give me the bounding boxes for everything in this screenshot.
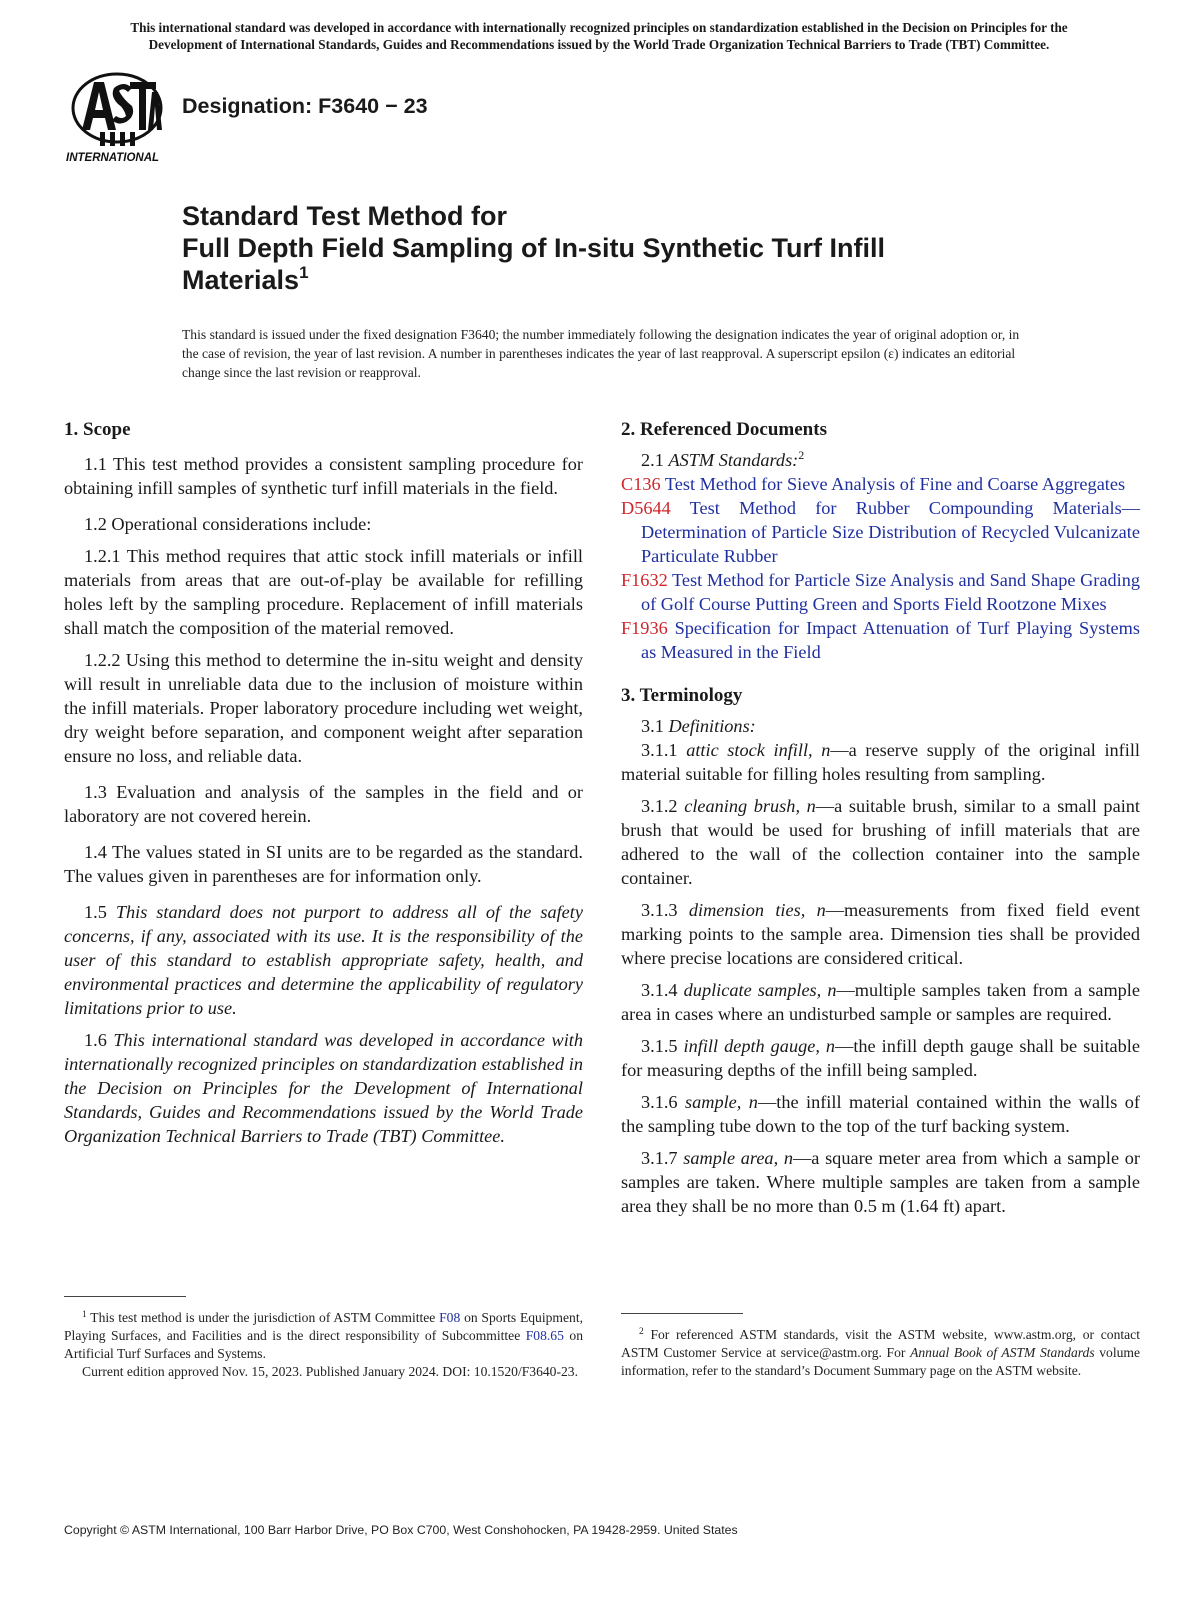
scope-1-2: 1.2 Operational considerations include:: [84, 514, 372, 534]
astm-logo: [64, 70, 170, 166]
title-line1: Standard Test Method for: [182, 201, 508, 231]
scope-1-5: [64, 900, 583, 1020]
footnote-1: $^1$ This test method is under the jurisdiction of ASTM Committee F08 on Sports Equipment, Playing Surfaces, and Facilities and is the direct responsibility of Subcommittee F08.65 on Artificial Turf Surfaces and Systems. Current edition approved Nov. 15, 2023. Published January 2024. DOI: 10.1520/F3640-23.: [64, 1296, 583, 1381]
definition: 3.1.4 duplicate samples, n—multiple samples taken from a sample area in cases where an undisturbed sample or samples are required.: [621, 980, 1140, 1024]
scope-1-1: 1.1 This test method provides a consistent sampling procedure for obtaining infill samples of synthetic turf infill materials in the field.: [64, 454, 583, 498]
ref-item[interactable]: F1632 Test Method for Particle Size Analysis and Sand Shape Grading of Golf Course Putting Green and Sports Field Rootzone Mixes: [621, 570, 1140, 614]
scope-1-2-1: 1.2.1 This method requires that attic stock infill materials or infill materials from areas that are out-of-play be available for refilling holes left by the sampling procedure. Replacement of infill materials shall match the composition of the material removed.: [64, 546, 583, 638]
definitions-subheading: 3.1 Definitions:: [641, 716, 756, 736]
scope-1-4: 1.4 The values stated in SI units are to be regarded as the standard. The values given in parentheses are for information only.: [64, 842, 583, 886]
ref-code[interactable]: C136: [621, 474, 661, 494]
title-line2: Full Depth Field Sampling of In-situ Synthetic Turf Infill: [182, 233, 885, 263]
scope-1-2-2: 1.2.2 Using this method to determine the in-situ weight and density will result in unreliable data due to the inclusion of moisture within the infill materials. Proper laboratory procedure including wet weight, dry weight before separation, and component weight after separation ensure no loss, and reliable data.: [64, 650, 583, 766]
definition-term: duplicate samples, n: [683, 980, 837, 1000]
ref-code[interactable]: F1936: [621, 618, 668, 638]
definition: 3.1.5 infill depth gauge, n—the infill depth gauge shall be suitable for measuring depths of the infill being sampled.: [621, 1036, 1140, 1080]
ref-item[interactable]: F1936 Specification for Impact Attenuation of Turf Playing Systems as Measured in the Field: [621, 618, 1140, 662]
footnote-edition: Current edition approved Nov. 15, 2023. Published January 2024. DOI: 10.1520/F3640-23.: [82, 1364, 578, 1379]
ref-code[interactable]: D5644: [621, 498, 671, 518]
astm-standards-subheading: 2.1 ASTM Standards:$^2$: [641, 448, 805, 470]
referenced-heading: 2. Referenced Documents: [621, 419, 827, 440]
definition-term: cleaning brush, n: [684, 796, 816, 816]
top-notice-line2: Development of International Standards, Guides and Recommendations issued by the World Trade Organization Technical Barriers to Trade (TBT) Committee.: [148, 36, 1050, 52]
copyright: Copyright © ASTM International, 100 Barr Harbor Drive, PO Box C700, West Conshohocken, PA 19428-2959. United States: [64, 1523, 738, 1537]
issuance-notice: This standard is issued under the fixed designation F3640; the number immediately following the designation indicates the year of original adoption or, in the case of revision, the year of last revision. A number in parentheses indicates the year of last reapproval. A superscript epsilon (ε) indicates an editorial change since the last revision or reapproval.: [182, 327, 1020, 380]
scope-1-6: [64, 1028, 583, 1148]
ref-item[interactable]: C136 Test Method for Sieve Analysis of Fine and Coarse Aggregates: [621, 474, 1126, 494]
scope-1-5-text: This standard does not purport to address all of the safety concerns, if any, associated with its use. It is the responsibility of the user of this standard to establish appropriate safety, health, and environmental practices and determine the applicability of regulatory limitations prior to use.: [64, 902, 583, 1018]
scope-1-5-num: 1.5: [84, 902, 107, 922]
committee-link[interactable]: F08: [439, 1310, 461, 1325]
definition: 3.1.1 attic stock infill, n—a reserve supply of the original infill material suitable for filling holes resulting from sampling.: [621, 740, 1140, 784]
footnote-rule: [64, 1296, 186, 1297]
right-column: [621, 418, 1140, 1218]
ref-code[interactable]: F1632: [621, 570, 668, 590]
definition-term: dimension ties, n: [688, 900, 826, 920]
logo-wordmark: INTERNATIONAL: [66, 152, 160, 164]
footnote-2: $^2$ For referenced ASTM standards, visit the ASTM website, www.astm.org, or contact ASTM Customer Service at service@astm.org. For Annual Book of ASTM Standards volume information, refer to the standard’s Document Summary page on the ASTM website.: [621, 1313, 1140, 1380]
footnote-rule: [621, 1313, 743, 1314]
top-notice: [64, 20, 1134, 53]
subcommittee-link[interactable]: F08.65: [525, 1328, 564, 1343]
definition: 3.1.7 sample area, n—a square meter area from which a sample or samples are taken. Where multiple samples are taken from a sample area they shall be no more than 0.5 m (1.64 ft) apart.: [621, 1148, 1140, 1216]
designation: Designation: F3640 − 23: [182, 94, 428, 118]
definition: 3.1.3 dimension ties, n—measurements from fixed field event marking points to the sample area. Dimension ties shall be provided where precise locations are considered critical.: [621, 900, 1140, 968]
top-notice-line1: This international standard was developed in accordance with internationally recognized principles on standardization established in the Decision on Principles for the: [130, 20, 1068, 35]
ref-item[interactable]: D5644 Test Method for Rubber Compounding Materials—Determination of Particle Size Distribution of Recycled Vulcanizate Particulate Rubber: [621, 498, 1140, 566]
scope-1-6-text: This international standard was developed in accordance with internationally recognized principles on standardization established in the Decision on Principles for the Development of International Standards, Guides and Recommendations issued by the World Trade Organization Technical Barriers to Trade (TBT) Committee.: [64, 1030, 583, 1146]
definition: 3.1.2 cleaning brush, n—a suitable brush, similar to a small paint brush that would be used for brushing of infill materials that are adhered to the wall of the collection container into the sample container.: [621, 796, 1140, 888]
scope-1-3: 1.3 Evaluation and analysis of the samples in the field and or laboratory are not covered herein.: [64, 782, 583, 826]
definition-term: sample area, n: [683, 1148, 793, 1168]
left-column: [64, 418, 583, 1148]
title-line3: Materials: [182, 265, 300, 295]
definition-term: sample, n: [685, 1092, 758, 1112]
definition-term: infill depth gauge, n: [683, 1036, 836, 1056]
scope-1-6-num: 1.6: [84, 1030, 107, 1050]
definition-term: attic stock infill, n: [686, 740, 831, 760]
terminology-heading: 3. Terminology: [621, 685, 743, 706]
document-title: [182, 200, 1082, 296]
definition: 3.1.6 sample, n—the infill material contained within the walls of the sampling tube down to the top of the turf backing system.: [621, 1092, 1140, 1136]
scope-heading: 1. Scope: [64, 419, 131, 440]
title-footnote-mark: 1: [299, 263, 309, 282]
